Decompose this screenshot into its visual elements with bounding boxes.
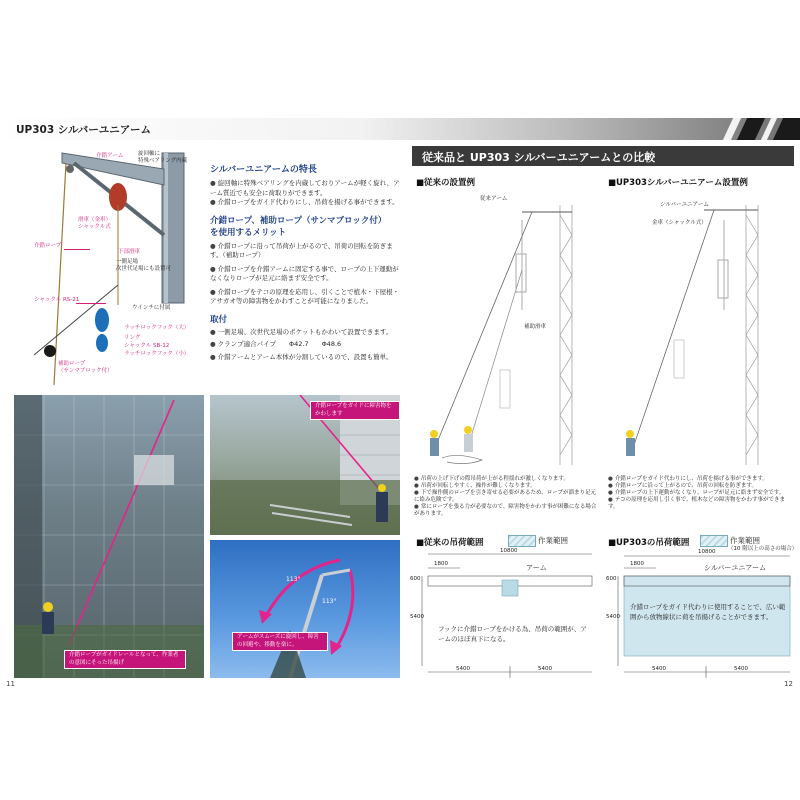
- up-dim-bottom-right: 5400: [734, 666, 748, 672]
- legend-swatch: [508, 535, 536, 547]
- up-dim-total: 10800: [698, 549, 716, 555]
- conv-range-diagram: [410, 548, 600, 683]
- up-range-note-height: （10 階以上の高さの場合）: [728, 546, 798, 552]
- conv-dim-height-top: 600: [410, 576, 421, 582]
- up-bullet: ● 介錯ロープの上下運動がなくなり、ロープが足元に絡まず安全です。: [608, 490, 794, 497]
- guide-callout: 介錯ロープがガイドレールとなって、作業者の意図にそった吊揚げ: [64, 650, 186, 669]
- photo-obstacle: [210, 395, 400, 535]
- rope-merit-title-2: を使用するメリット: [210, 227, 287, 238]
- conv-bullet: ● 下で操作側のロープを引き寄せる必要があるため、ロープが溜まり足元に絡み危険です。: [414, 490, 599, 504]
- conventional-diagram: [412, 190, 597, 470]
- label-rope: 介錯ロープ: [34, 243, 62, 249]
- angle-label-1: 113°: [286, 576, 301, 583]
- legend-swatch: [700, 535, 728, 547]
- up-arm-range-label: シルバーユニアーム: [704, 564, 767, 572]
- up-range-note-text: 介錯ロープをガイド代わりに使用することで、広い範囲から放物線状に荷を吊揚げることができます。: [630, 603, 786, 621]
- legend-label: 作業範囲: [730, 536, 760, 545]
- up-dim-left: 1800: [630, 561, 644, 567]
- up-dim-height-top: 600: [606, 576, 617, 582]
- label-lower-pulley: 下部滑車: [118, 249, 141, 255]
- conv-dim-total: 10800: [500, 548, 518, 554]
- page-title: UP303 シルバーユニアーム: [16, 124, 151, 136]
- mount-title: 取付: [210, 314, 228, 325]
- conv-arm-range-label: アーム: [526, 564, 547, 572]
- label-ring: リング: [124, 335, 141, 341]
- label-arm: 介錯アーム: [96, 153, 124, 159]
- label-aux-rope: 補助ロープ （サンマブロック付）: [58, 361, 113, 374]
- conv-arm-label: 従来アーム: [480, 196, 508, 202]
- up-dim-height: 5400: [606, 614, 620, 620]
- rope-bullet: ● 介錯ロープをテコの原理を応用し、引くことで植木・下屋根・アサガオ等の障害物をかわすことが可能になりました。: [210, 288, 405, 307]
- photo-scaffold-building: [14, 395, 204, 678]
- rope-merit-title-1: 介錯ロープ、補助ロープ（サンマブロック付）: [210, 215, 387, 226]
- label-shackle-sb12: シャックル SB-12: [124, 343, 170, 349]
- label-pulley: 滑車（金車） シャックル式: [78, 217, 112, 230]
- label-winch: ウインチに付属: [132, 305, 171, 311]
- conv-range-title: ■従来の吊荷範囲: [416, 538, 484, 548]
- conv-pulley-label: 補助滑車: [524, 324, 547, 330]
- legend-label: 作業範囲: [538, 536, 568, 545]
- up-bullet: ● 介錯ロープをガイド代わりにし、吊荷を揚げる事ができます。: [608, 476, 794, 483]
- conv-bullet: ● 吊荷の上げ下げの際吊荷が上がる程揺れが激しくなります。: [414, 476, 599, 483]
- rope-bullet: ● 介錯ロープに沿って吊荷が上がるので、吊荷の回転を防ぎます。（補助ロープ）: [210, 242, 405, 261]
- label-bearing: 旋回軸に 特殊ベアリング内蔵: [138, 151, 188, 164]
- angle-label-2: 113°: [322, 598, 337, 605]
- photo-swing: [210, 540, 400, 678]
- conv-dim-bottom-left: 5400: [456, 666, 470, 672]
- up-bullet: ● 介錯ロープに沿って上がるので、吊荷の回転を防ぎます。: [608, 483, 794, 490]
- features-section: [210, 162, 405, 362]
- mount-bullet: ● 介錯アームとアーム本体が分割しているので、設置も簡単。: [210, 353, 405, 363]
- up303-diagram: [604, 190, 794, 470]
- up-dim-bottom-left: 5400: [652, 666, 666, 672]
- up303-bullets: [608, 476, 794, 511]
- conventional-bullets: [414, 476, 599, 518]
- comparison-title-bar: [412, 146, 794, 166]
- conv-range-note: フックに介錯ロープをかける為、吊荷の範囲が、アームのほぼ真下になる。: [438, 625, 587, 643]
- product-illustration: [14, 145, 204, 385]
- obstacle-callout: 介錯ロープをガイドに障害物をかわします: [310, 401, 400, 420]
- conv-dim-height: 5400: [410, 614, 424, 620]
- rope-bullet: ● 介錯ロープを介錯アームに固定する事で、ロープの上下運動がなくなりロープが足元に絡まず安全です。: [210, 265, 405, 284]
- page-number-right: 12: [784, 680, 793, 688]
- feature-bullet: ● 旋回軸に特殊ベアリングを内蔵しておりアームが軽く旋れ、アーム質近でも安全に荷取りができます。: [210, 179, 405, 198]
- conv-bullet: ● 常にロープを張る力が必要なので、障害物をかわす事が困難になる場合があります。: [414, 504, 599, 518]
- comparison-title: 従来品と UP303 シルバーユニアームとの比較: [422, 151, 656, 164]
- up-range-title: ■UP303の吊荷範囲: [608, 538, 690, 548]
- up-pulley-label: 金車（シャックル式）: [652, 220, 707, 226]
- features-title: シルバーユニアームの特長: [210, 165, 317, 175]
- conv-dim-bottom-right: 5400: [538, 666, 552, 672]
- label-latch-large: ラッチロックフック（大）: [124, 325, 190, 331]
- conv-dim-left: 1800: [434, 561, 448, 567]
- label-latch-small: ラッチロックフック（小）: [124, 351, 190, 357]
- up-bullet: ● テコの原理を応用し引く事で、植木などの障害物をかわす事ができます。: [608, 497, 794, 511]
- mount-bullet: ● クランプ適合パイプ Φ42.7 Φ48.6: [210, 340, 405, 350]
- feature-bullet: ● 介錯ロープをガイド代わりにし、吊荷を揚げる事ができます。: [210, 198, 405, 208]
- up-arm-label: シルバーユニアーム: [660, 202, 709, 208]
- page-number-left: 11: [6, 680, 15, 688]
- mount-bullet: ● 一側足場、次世代足場のポケットもかわいて設置できます。: [210, 328, 405, 338]
- up303-title: ■UP303シルバーユニアーム設置例: [608, 178, 748, 188]
- page-header: [0, 118, 800, 140]
- swing-callout: アームがスムーズに旋回し、障害の回避や、移動を楽に。: [232, 632, 328, 651]
- conventional-title: ■従来の設置例: [416, 178, 476, 188]
- product-diagram: [14, 145, 204, 385]
- label-single-scaffold: 一側足場 次世代足場にも設置可: [116, 259, 172, 272]
- label-shackle-rs21: シャックル RS-21: [34, 297, 80, 303]
- up-range-diagram: [604, 549, 796, 683]
- conv-bullet: ● 吊荷が回転しやすく、操作が難しくなります。: [414, 483, 599, 490]
